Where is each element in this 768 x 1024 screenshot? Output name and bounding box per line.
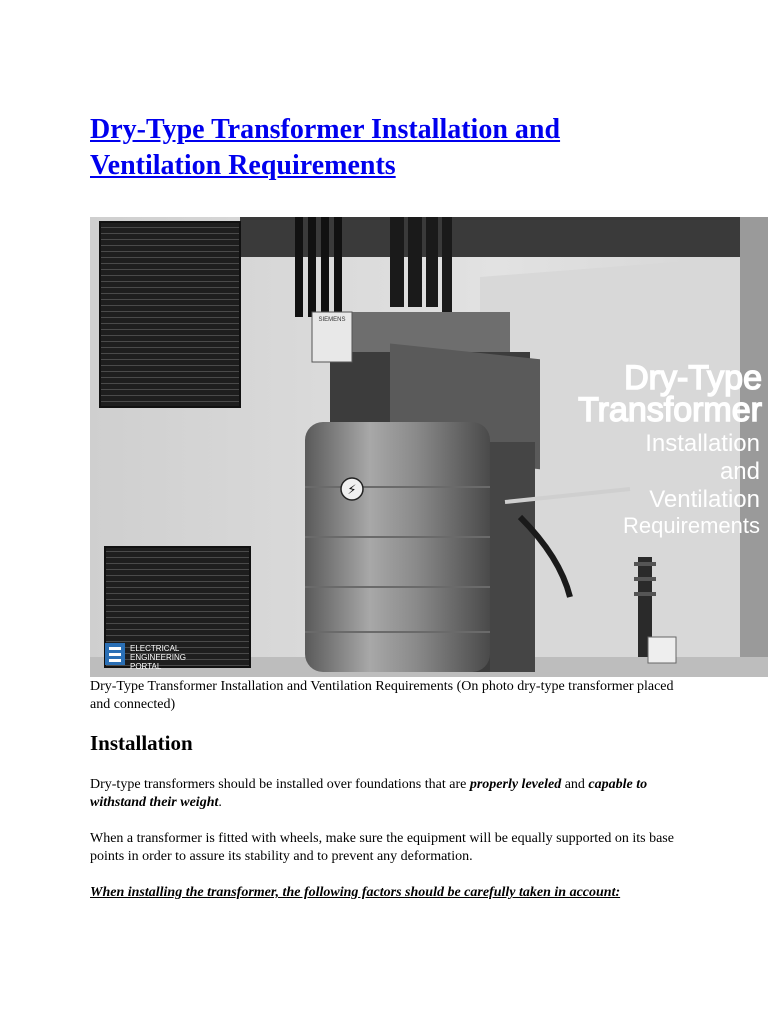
logo-text-3: PORTAL [130,662,162,671]
paragraph-text: and [561,777,589,792]
svg-text:⚡: ⚡ [347,483,357,498]
logo-text-2: ENGINEERING [130,653,187,662]
logo-icon [105,643,125,665]
overlay-line-2: Transformer [578,391,762,429]
overlay-line-1: Dry-Type [624,359,762,397]
nameplate-label: SIEMENS [318,317,346,323]
paragraph-text: Dry-type transformers should be installed over foundations that are [90,777,470,792]
paragraph-foundations [90,776,690,812]
article-title-link[interactable]: Dry-Type Transformer Installation and Ventilation Requirements [90,114,561,181]
paragraph-wheels: When a transformer is fitted with wheels, make sure the equipment will be equally supported on its base points in order to assure its stability and to prevent any deformation. [90,831,674,864]
logo-text-1: ELECTRICAL [130,644,180,653]
image-caption: Dry-Type Transformer Installation and Ventilation Requirements (On photo dry-type transformer placed and connected) [90,679,674,712]
overlay-line-6: Requirements [623,513,760,538]
emphasis-text: capable to withstand their weight [90,777,648,810]
paragraph-factors: When installing the transformer, the following factors should be carefully taken in account: [90,885,621,900]
emphasis-text: properly leveled [469,777,562,792]
overlay-line-4: and [719,458,760,485]
overlay-line-3: Installation [645,430,760,457]
section-heading: Installation [90,731,193,755]
transformer-photo [90,217,768,677]
paragraph-text: . [218,795,222,810]
overlay-line-5: Ventilation [649,486,760,513]
